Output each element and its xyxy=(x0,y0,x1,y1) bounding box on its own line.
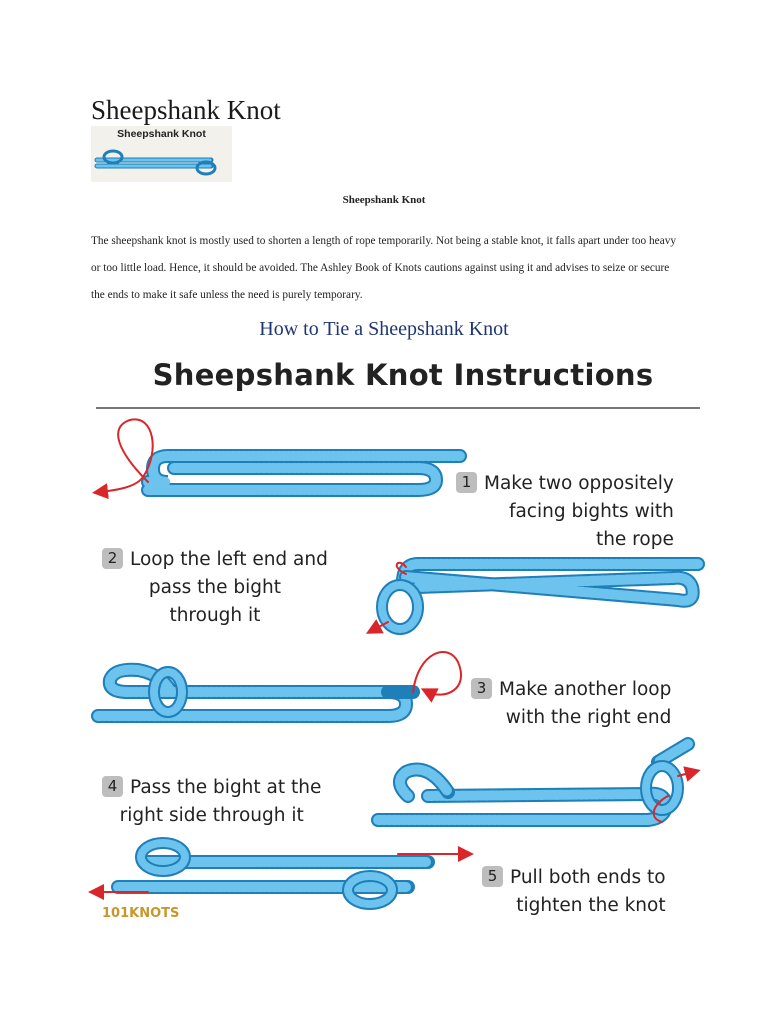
step-2-line-1: Loop the left end and xyxy=(130,549,328,570)
step-1-line-3: the rope xyxy=(595,529,674,550)
step-1-line-2: facing bights with xyxy=(508,501,674,522)
step-4-text xyxy=(102,774,321,830)
article-paragraph: The sheepshank knot is mostly used to shorten a length of rope temporarily. Not being a stable knot, it falls apart under too heavy or too little load. Hence, it should be avoided. The Ashley Book of Knots cautions against using it and advises to seize or secure the ends to make it safe unless the need is purely temporary. xyxy=(91,235,676,301)
thumbnail-rope-illustration xyxy=(91,126,232,182)
step-2-text xyxy=(102,546,328,630)
step-1-text xyxy=(456,470,674,554)
infographic-title: Sheepshank Knot Instructions xyxy=(152,358,654,392)
brand-logo: 101KNOTS xyxy=(102,906,180,921)
step-5-number: 5 xyxy=(482,866,503,887)
step-5-line-1: Pull both ends to xyxy=(510,867,666,888)
step-2-number: 2 xyxy=(102,548,123,569)
step-1-line-1: Make two oppositely xyxy=(484,473,674,494)
sheepshank-thumbnail-image[interactable] xyxy=(91,126,232,182)
thumbnail-title: Sheepshank Knot xyxy=(117,128,206,140)
step-3-text xyxy=(471,676,671,732)
step-1-rope-illustration xyxy=(100,419,460,492)
step-4-line-1: Pass the bight at the xyxy=(130,777,322,798)
section-heading: How to Tie a Sheepshank Knot xyxy=(259,318,509,340)
step-3-number: 3 xyxy=(471,678,492,699)
step-1-number: 1 xyxy=(456,472,477,493)
step-3-rope-illustration xyxy=(98,652,461,716)
step-2-line-2: pass the bight xyxy=(148,577,281,598)
rope-illustrations xyxy=(88,352,714,938)
instructions-infographic xyxy=(88,352,714,938)
step-2-line-3: through it xyxy=(169,605,261,626)
step-4-rope-illustration xyxy=(378,744,693,822)
step-5-line-2: tighten the knot xyxy=(516,895,666,916)
step-4-line-2: right side through it xyxy=(119,805,304,826)
step-3-line-1: Make another loop xyxy=(499,679,672,700)
step-4-number: 4 xyxy=(102,776,123,797)
step-5-rope-illustration xyxy=(96,843,466,904)
image-caption: Sheepshank Knot xyxy=(342,194,426,206)
step-5-text xyxy=(482,864,666,920)
page-title: Sheepshank Knot xyxy=(91,95,281,125)
step-3-line-2: with the right end xyxy=(505,707,672,728)
step-2-rope-illustration xyxy=(373,563,698,630)
